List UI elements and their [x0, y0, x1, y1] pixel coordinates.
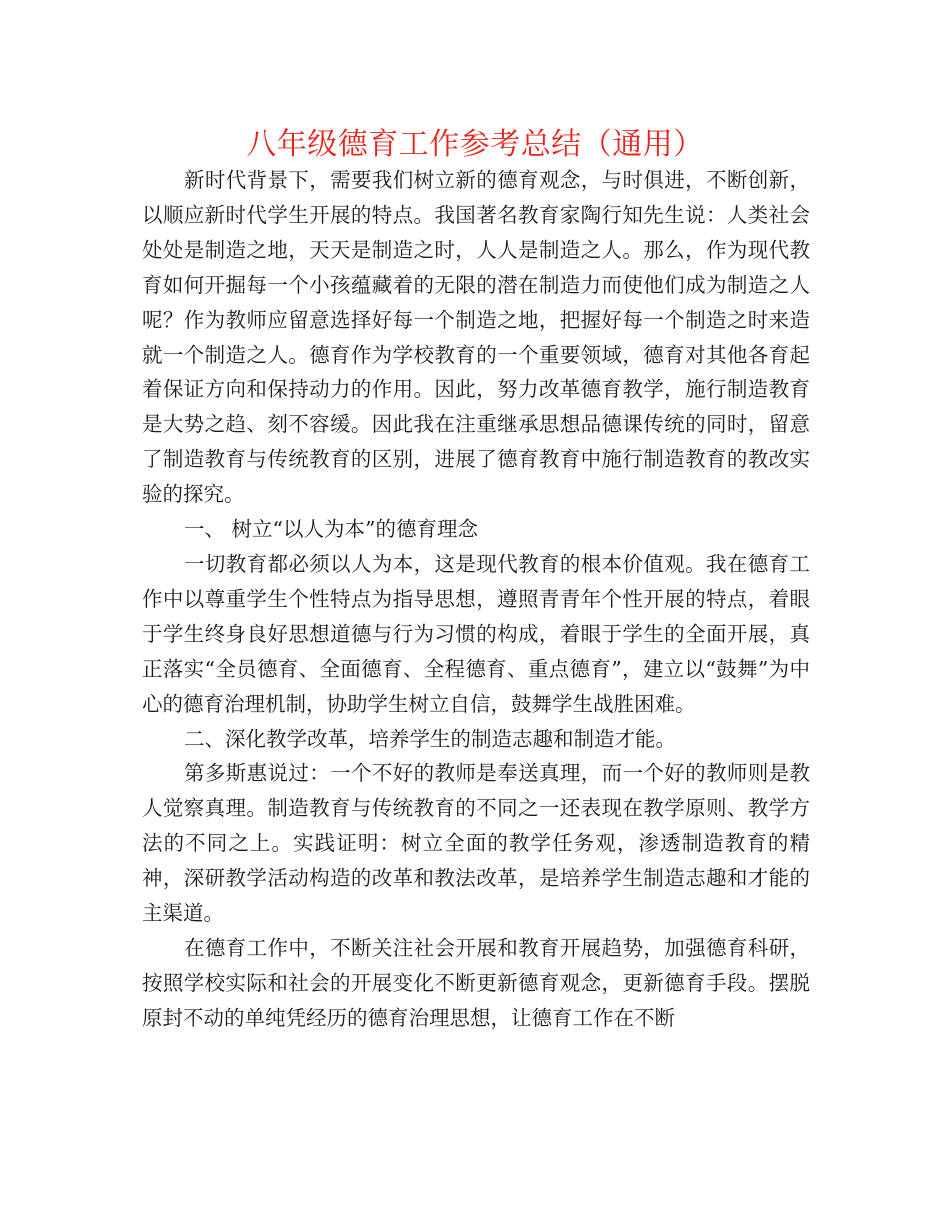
paragraph-section-2: 第多斯惠说过：一个不好的教师是奉送真理，而一个好的教师则是教人觉察真理。制造教育与传统教育的不同之一还表现在教学原则、教学方法的不同之上。实践证明：树立全面的教学任务观，渗透制造教育的精神，深研教学活动构造的改革和教法改革，是培养学生制造志趣和才能的主渠道。: [142, 761, 810, 926]
paragraph-intro: 新时代背景下，需要我们树立新的德育观念，与时俱进，不断创新，以顺应新时代学生开展的特点。我国著名教育家陶行知先生说：人类社会处处是制造之地，天天是制造之时，人人是制造之人。那么，作为现代教育如何开掘每一个小孩蕴藏着的无限的潜在制造力而使他们成为制造之人呢？作为教师应留意选择好每一个制造之地，把握好每一个制造之时来造就一个制造之人。德育作为学校教育的一个重要领域，德育对其他各育起着保证方向和保持动力的作用。因此，努力改革德育教学，施行制造教育是大势之趋、刻不容缓。因此我在注重继承思想品德课传统的同时，留意了制造教育与传统教育的区别，进展了德育教育中施行制造教育的教改实验的探究。: [142, 168, 810, 507]
section-heading-1: 一、 树立“以人为本”的德育理念: [184, 517, 478, 542]
document-body: [142, 163, 810, 1036]
paragraph-section-2-continued: 在德育工作中，不断关注社会开展和教育开展趋势，加强德育科研，按照学校实际和社会的开展变化不断更新德育观念，更新德育手段。摆脱原封不动的单纯凭经历的德育治理思想，让德育工作在不断: [142, 935, 810, 1030]
paragraph-section-1: 一切教育都必须以人为本，这是现代教育的根本价值观。我在德育工作中以尊重学生个性特点为指导思想，遵照青青年个性开展的特点，着眼于学生终身良好思想道德与行为习惯的构成，着眼于学生的全面开展，真正落实“全员德育、全面德育、全程德育、重点德育”，建立以“鼓舞”为中心的德育治理机制，协助学生树立自信，鼓舞学生战胜困难。: [142, 551, 810, 716]
section-heading-2: 二、深化教学改革，培养学生的制造志趣和制造才能。: [184, 726, 676, 751]
document-title: 八年级德育工作参考总结（通用）: [246, 127, 704, 162]
